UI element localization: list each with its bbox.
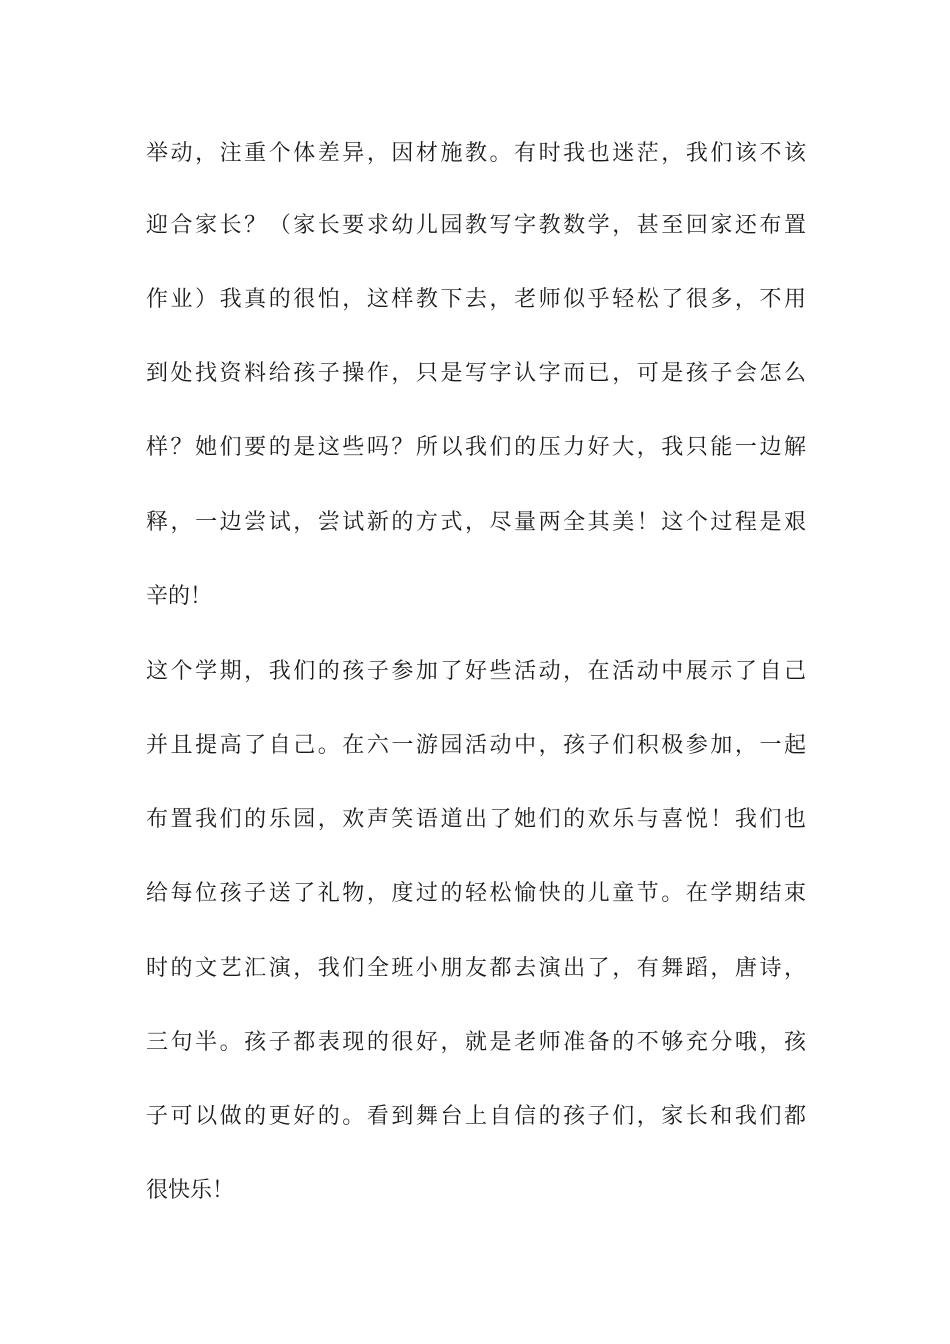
paragraph-1-line-3: 作业）我真的很怕，这样教下去，老师似乎轻松了很多，不用 [146,287,806,312]
paragraph-2-line-7: 子可以做的更好的。看到舞台上自信的孩子们，家长和我们都 [146,1104,806,1129]
paragraph-2-line-2: 并且提高了自己。在六一游园活动中，孩子们积极参加，一起 [146,733,806,758]
paragraph-2-line-6: 三句半。孩子都表现的很好，就是老师准备的不够充分哦，孩 [146,1030,806,1055]
paragraph-1-line-5: 样？她们要的是这些吗？所以我们的压力好大，我只能一边解 [146,435,806,460]
paragraph-2-line-3: 布置我们的乐园，欢声笑语道出了她们的欢乐与喜悦！我们也 [146,807,806,832]
paragraph-2-line-8: 很快乐！ [146,1178,235,1203]
paragraph-2-line-1: 这个学期，我们的孩子参加了好些活动，在活动中展示了自己 [146,659,806,684]
paragraph-1-line-2: 迎合家长？（家长要求幼儿园教写字教数学，甚至回家还布置 [146,213,806,238]
paragraph-1-line-6: 释，一边尝试，尝试新的方式，尽量两全其美！这个过程是艰 [146,510,806,535]
paragraph-1-line-1: 举动，注重个体差异，因材施教。有时我也迷茫，我们该不该 [146,141,806,166]
paragraph-1-line-7: 辛的！ [146,584,213,609]
paragraph-2-line-5: 时的文艺汇演，我们全班小朋友都去演出了，有舞蹈，唐诗， [146,956,806,981]
paragraph-2-line-4: 给每位孩子送了礼物，度过的轻松愉快的儿童节。在学期结束 [146,881,806,906]
paragraph-1-line-4: 到处找资料给孩子操作，只是写字认字而已，可是孩子会怎么 [146,361,806,386]
